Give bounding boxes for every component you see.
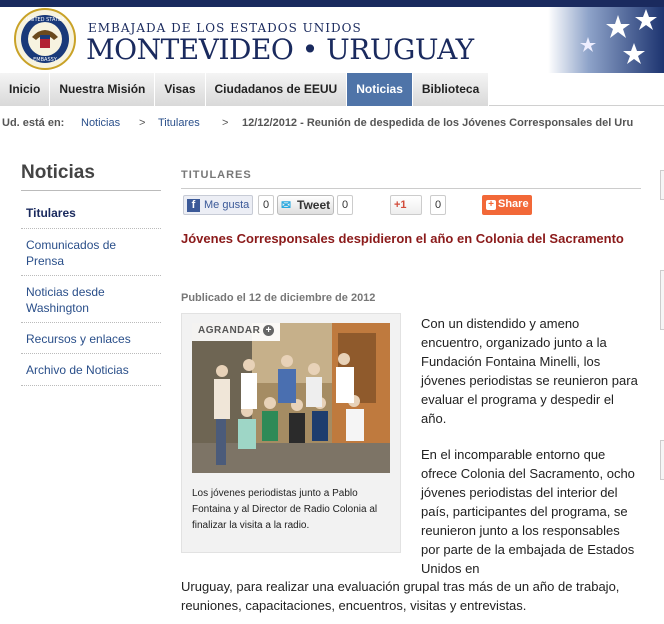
section-divider <box>181 188 641 189</box>
google-plus-button[interactable] <box>390 195 422 215</box>
main-nav <box>0 73 664 106</box>
nav-item-visas[interactable]: Visas <box>155 73 205 106</box>
google-plus-count: 0 <box>430 195 446 215</box>
nav-item-inicio[interactable]: Inicio <box>0 73 50 106</box>
article-photo[interactable] <box>192 323 390 473</box>
sidebar-divider <box>21 190 161 191</box>
city-label: MONTEVIDEO • URUGUAY <box>86 33 474 66</box>
facebook-icon: f <box>187 199 200 212</box>
article-paragraph: Uruguay, para realizar una evaluación grupal tras más de un año de trabajo, reuniones, capacitaciones, encuentros, visitas y entrevistas. <box>181 579 620 613</box>
nav-item-biblioteca[interactable]: Biblioteca <box>413 73 489 106</box>
article-paragraph: Con un distendido y ameno encuentro, organizado junto a la Fundación Fontaina Minelli, los jóvenes periodistas se reunieron para evaluar el programa y despedir el año. <box>421 316 638 426</box>
facebook-like-count: 0 <box>258 195 274 215</box>
share-button[interactable] <box>482 195 532 215</box>
sidebar-item-archivo[interactable]: Archivo de Noticias <box>26 363 129 377</box>
tweet-button[interactable] <box>277 195 334 215</box>
breadcrumb <box>0 113 664 135</box>
svg-text:EMBASSY: EMBASSY <box>33 57 57 63</box>
breadcrumb-link-titulares[interactable]: Titulares <box>158 117 200 129</box>
google-plus-label: +1 <box>394 199 407 211</box>
share-label <box>486 198 529 210</box>
right-column-box <box>660 440 664 480</box>
photo-box <box>181 313 401 553</box>
right-column-box <box>660 170 664 200</box>
breadcrumb-link-noticias[interactable]: Noticias <box>81 117 121 129</box>
breadcrumb-separator: > <box>139 117 146 129</box>
breadcrumb-separator: > <box>222 117 229 129</box>
flag-stars-banner <box>548 7 664 73</box>
sidebar-item-comunicados[interactable]: Comunicados de Prensa <box>26 238 117 268</box>
embassy-seal-logo[interactable] <box>10 7 80 71</box>
top-bar <box>0 0 664 7</box>
enlarge-label: AGRANDAR <box>198 325 261 336</box>
group-photo-image <box>192 323 390 473</box>
breadcrumb-prefix: Ud. está en: <box>2 117 65 129</box>
share-text: Share <box>498 198 529 210</box>
facebook-like-label: Me gusta <box>204 199 250 211</box>
plus-icon: + <box>263 325 274 336</box>
right-column-edge <box>660 170 664 624</box>
article-title: Jóvenes Corresponsales despidieron el año en Colonia del Sacramento <box>181 231 624 246</box>
sidebar-separator <box>21 275 161 276</box>
sidebar-item-washington[interactable]: Noticias desde Washington <box>26 285 105 315</box>
sidebar-title: Noticias <box>21 162 95 183</box>
section-label: TITULARES <box>181 169 252 181</box>
facebook-like-button[interactable] <box>183 195 253 215</box>
sidebar-item-recursos[interactable]: Recursos y enlaces <box>26 332 131 346</box>
embassy-label: EMBAJADA DE LOS ESTADOS UNIDOS <box>88 21 362 35</box>
share-plus-icon: + <box>486 200 496 210</box>
tweet-count: 0 <box>337 195 353 215</box>
enlarge-button[interactable] <box>192 323 280 341</box>
photo-caption: Los jóvenes periodistas junto a Pablo Fontaina y al Director de Radio Colonia al finalizar la visita a la radio. <box>192 488 378 531</box>
nav-item-noticias[interactable]: Noticias <box>347 73 413 106</box>
twitter-bird-icon: ✉ <box>281 198 292 212</box>
right-column-box <box>660 270 664 330</box>
breadcrumb-current: 12/12/2012 - Reunión de despedida de los Jóvenes Corresponsales del Uru <box>242 117 634 129</box>
sidebar-separator <box>21 353 161 354</box>
sidebar-separator <box>21 322 161 323</box>
article-paragraph: En el incomparable entorno que ofrece Colonia del Sacramento, ocho jóvenes periodistas del interior del país, participantes del programa, se reunieron junto a los responsables por parte de la embajada de Estados Unidos en <box>421 447 635 576</box>
tweet-label: Tweet <box>297 198 331 212</box>
nav-item-ciudadanos[interactable]: Ciudadanos de EEUU <box>206 73 348 106</box>
sidebar-separator <box>21 228 161 229</box>
nav-item-nuestra-mision[interactable]: Nuestra Misión <box>50 73 155 106</box>
sidebar-separator <box>21 385 161 386</box>
nav-spacer <box>489 73 664 105</box>
published-date: Publicado el 12 de diciembre de 2012 <box>181 292 376 304</box>
site-header <box>0 7 664 73</box>
svg-text:UNITED STATES: UNITED STATES <box>25 17 65 23</box>
sidebar-item-titulares[interactable]: Titulares <box>26 206 76 220</box>
